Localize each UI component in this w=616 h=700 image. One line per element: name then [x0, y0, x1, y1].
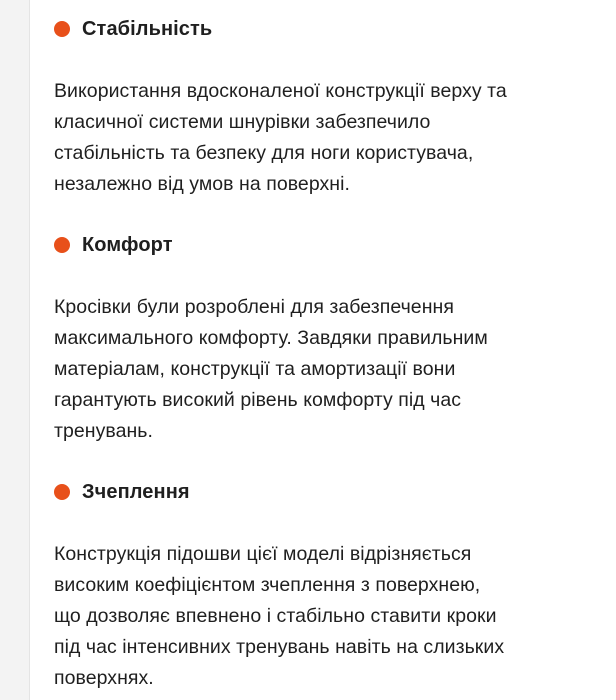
feature-description: [54, 292, 602, 447]
feature-traction: [54, 477, 602, 694]
feature-heading: [54, 477, 602, 507]
description-line: Використання вдосконаленої конструкції верху та: [54, 80, 507, 102]
feature-stability: [54, 14, 602, 200]
feature-comfort: [54, 230, 602, 447]
description-line: Конструкція підошви цієї моделі відрізняється: [54, 543, 472, 565]
orange-dot-icon: [54, 21, 70, 37]
description-line: високим коефіцієнтом зчеплення з поверхнею,: [54, 574, 481, 596]
description-line: матеріалам, конструкції та амортизації вони: [54, 358, 456, 380]
description-line: тренувань.: [54, 420, 153, 442]
description-line: стабільність та безпеку для ноги користувача,: [54, 142, 474, 164]
feature-title: Стабільність: [82, 17, 213, 40]
feature-description: [54, 76, 602, 200]
feature-title: Комфорт: [82, 233, 173, 256]
description-line: класичної системи шнурівки забезпечило: [54, 111, 431, 133]
description-line: незалежно від умов на поверхні.: [54, 173, 350, 195]
product-features-card: [29, 0, 616, 700]
description-line: Кросівки були розроблені для забезпечення: [54, 296, 454, 318]
description-line: під час інтенсивних тренувань навіть на слизьких: [54, 636, 505, 658]
description-line: максимального комфорту. Завдяки правильним: [54, 327, 488, 349]
orange-dot-icon: [54, 484, 70, 500]
orange-dot-icon: [54, 237, 70, 253]
description-line: гарантують високий рівень комфорту під час: [54, 389, 462, 411]
feature-description: [54, 539, 602, 694]
description-line: що дозволяє впевнено і стабільно ставити кроки: [54, 605, 497, 627]
feature-title: Зчеплення: [82, 480, 190, 503]
feature-heading: [54, 230, 602, 260]
feature-heading: [54, 14, 602, 44]
description-line: поверхнях.: [54, 667, 154, 689]
